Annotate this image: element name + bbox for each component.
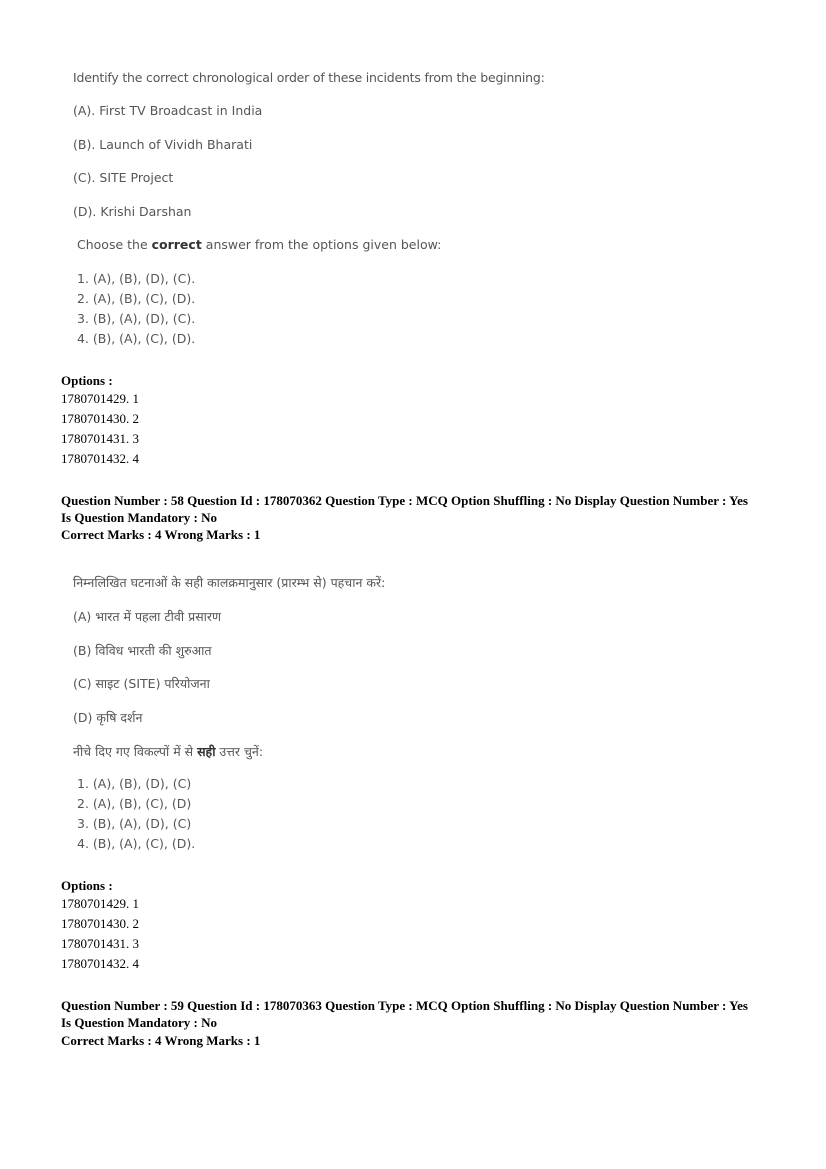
options-label: Options : <box>61 373 113 388</box>
choose-suffix: उत्तर चुनें: <box>215 744 264 759</box>
answer-choice-4: 4. (B), (A), (C), (D). <box>77 836 196 851</box>
question-item-b: (B) विविध भारती की शुरुआत <box>73 643 212 658</box>
question-header: Question Number : 59 Question Id : 178070363 Question Type : MCQ Option Shuffling : No Display Question Number : Yes <box>61 998 748 1013</box>
question-item-b: (B). Launch of Vividh Bharati <box>73 137 253 152</box>
option-id-4: 1780701432. 4 <box>61 451 139 466</box>
answer-choice-1: 1. (A), (B), (D), (C). <box>77 271 196 286</box>
choose-prefix: नीचे दिए गए विकल्पों में से <box>73 744 198 759</box>
question-marks: Correct Marks : 4 Wrong Marks : 1 <box>61 527 261 542</box>
question-item-d: (D). Krishi Darshan <box>73 204 192 219</box>
choose-suffix: answer from the options given below: <box>201 237 442 252</box>
option-id-1: 1780701429. 1 <box>61 896 139 911</box>
question-stem: Identify the correct chronological order of these incidents from the beginning: <box>73 70 545 85</box>
options-label: Options : <box>61 878 113 893</box>
option-id-3: 1780701431. 3 <box>61 431 139 446</box>
option-id-4: 1780701432. 4 <box>61 956 139 971</box>
option-id-3: 1780701431. 3 <box>61 936 139 951</box>
question-item-c: (C). SITE Project <box>73 170 174 185</box>
choose-instruction <box>73 743 263 760</box>
question-item-a: (A). First TV Broadcast in India <box>73 103 263 118</box>
answer-choice-2: 2. (A), (B), (C), (D) <box>77 796 192 811</box>
option-id-2: 1780701430. 2 <box>61 916 139 931</box>
answer-choice-3: 3. (B), (A), (D), (C). <box>77 311 196 326</box>
choose-bold: correct <box>151 237 202 252</box>
question-mandatory: Is Question Mandatory : No <box>61 510 218 525</box>
choose-prefix: Choose the <box>77 237 152 252</box>
choose-bold: सही <box>197 744 216 759</box>
answer-choice-1: 1. (A), (B), (D), (C) <box>77 776 192 791</box>
question-item-a: (A) भारत में पहला टीवी प्रसारण <box>73 609 222 624</box>
answer-choice-2: 2. (A), (B), (C), (D). <box>77 291 196 306</box>
question-stem: निम्नलिखित घटनाओं के सही कालक्रमानुसार (प्रारम्भ से) पहचान करें: <box>73 575 386 590</box>
question-mandatory: Is Question Mandatory : No <box>61 1015 218 1030</box>
question-header: Question Number : 58 Question Id : 178070362 Question Type : MCQ Option Shuffling : No Display Question Number : Yes <box>61 493 748 508</box>
question-item-c: (C) साइट (SITE) परियोजना <box>73 676 210 691</box>
choose-instruction <box>77 237 441 252</box>
option-id-1: 1780701429. 1 <box>61 391 139 406</box>
answer-choice-4: 4. (B), (A), (C), (D). <box>77 331 196 346</box>
question-item-d: (D) कृषि दर्शन <box>73 710 143 725</box>
question-marks: Correct Marks : 4 Wrong Marks : 1 <box>61 1033 261 1048</box>
option-id-2: 1780701430. 2 <box>61 411 139 426</box>
answer-choice-3: 3. (B), (A), (D), (C) <box>77 816 192 831</box>
